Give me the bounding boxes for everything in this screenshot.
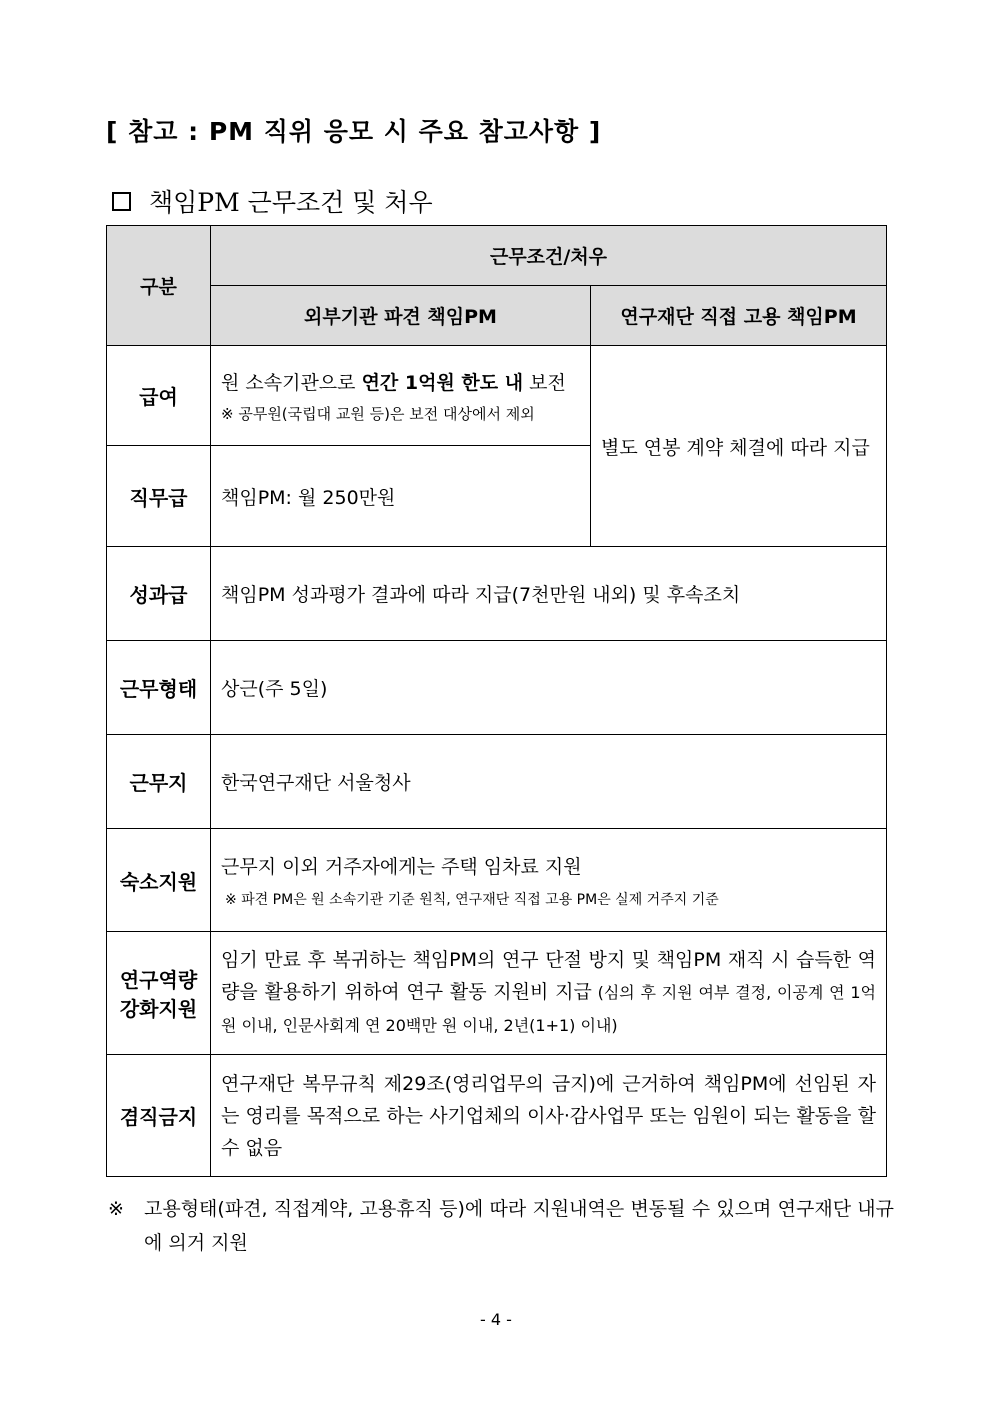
header-conditions: 근무조건/처우 bbox=[211, 226, 887, 286]
row-label-salary: 급여 bbox=[107, 346, 211, 446]
conditions-table bbox=[106, 225, 887, 1177]
housing-cell bbox=[211, 829, 887, 932]
row-label-work-type: 근무형태 bbox=[107, 641, 211, 735]
salary-note: ※ 공무원(국립대 교원 등)은 보전 대상에서 제외 bbox=[221, 404, 535, 423]
page-title: [ 참고 : PM 직위 응모 시 주요 참고사항 ] bbox=[106, 117, 602, 146]
row-label-research: 연구역량 강화지원 bbox=[107, 932, 211, 1055]
salary-cell bbox=[211, 346, 591, 446]
section-heading bbox=[112, 183, 433, 219]
header-category: 구분 bbox=[107, 226, 211, 346]
housing-text: 근무지 이외 거주자에게는 주택 임차료 지원 bbox=[221, 855, 582, 878]
footnote-text: 고용형태(파견, 직접계약, 고용휴직 등)에 따라 지원내역은 변동될 수 있으며 연구재단 내규에 의거 지원 bbox=[144, 1198, 894, 1254]
page-number: - 4 - bbox=[480, 1310, 512, 1329]
row-label-side-job: 겸직금지 bbox=[107, 1055, 211, 1177]
work-type-text: 상근(주 5일) bbox=[211, 641, 887, 735]
row-label-job-pay: 직무급 bbox=[107, 446, 211, 547]
research-cell bbox=[211, 932, 887, 1055]
reference-mark-icon: ※ bbox=[108, 1198, 124, 1220]
housing-note: ※ 파견 PM은 원 소속기관 기준 원칙, 연구재단 직접 고용 PM은 실제 거주지 기준 bbox=[225, 891, 719, 908]
checkbox-icon bbox=[112, 192, 131, 211]
direct-pay-cell: 별도 연봉 계약 체결에 따라 지급 bbox=[591, 346, 887, 547]
row-label-housing: 숙소지원 bbox=[107, 829, 211, 932]
header-dispatched-pm: 외부기관 파견 책임PM bbox=[211, 286, 591, 346]
workplace-text: 한국연구재단 서울청사 bbox=[211, 735, 887, 829]
row-label-workplace: 근무지 bbox=[107, 735, 211, 829]
performance-text: 책임PM 성과평가 결과에 따라 지급(7천만원 내외) 및 후속조치 bbox=[211, 547, 887, 641]
header-direct-pm: 연구재단 직접 고용 책임PM bbox=[591, 286, 887, 346]
job-pay-text: 책임PM: 월 250만원 bbox=[211, 446, 591, 547]
section-title: 책임PM 근무조건 및 처우 bbox=[149, 188, 433, 217]
salary-text: 원 소속기관으로 연간 1억원 한도 내 보전 bbox=[221, 371, 566, 394]
side-job-text: 연구재단 복무규칙 제29조(영리업무의 금지)에 근거하여 책임PM에 선임된 자는 영리를 목적으로 하는 사기업체의 이사·감사업무 또는 임원이 되는 활동을 할 수 없음 bbox=[211, 1055, 887, 1177]
footnote bbox=[108, 1192, 894, 1260]
row-label-performance: 성과급 bbox=[107, 547, 211, 641]
research-text: 임기 만료 후 복귀하는 책임PM의 연구 단절 방지 및 책임PM 재직 시 습득한 역량을 활용하기 위하여 연구 활동 지원비 지급 bbox=[221, 949, 877, 1003]
research-note: (심의 후 지원 여부 결정, 이공계 연 1억 원 이내, 인문사회계 연 20백만 원 이내, 2년(1+1) 이내) bbox=[221, 983, 876, 1035]
